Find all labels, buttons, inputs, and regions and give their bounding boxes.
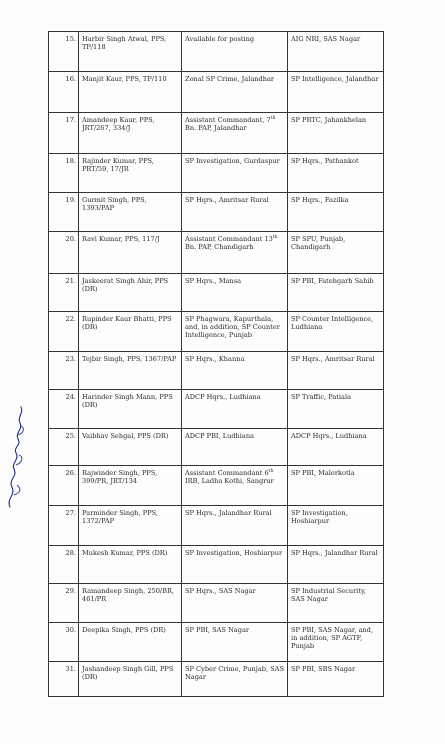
table-row xyxy=(49,274,384,312)
officer-name: Parminder Singh, PPS, 1372/PAP xyxy=(79,506,182,546)
officer-name: Ravi Kumar, PPS, 117/J xyxy=(79,232,182,274)
current-posting: SP Hqrs., Mansa xyxy=(182,274,288,312)
table-row xyxy=(49,32,384,72)
officer-name: Tejbir Singh, PPS, 1367/PAP xyxy=(79,352,182,390)
current-posting: Assistant Commandant 6th IRB, Ladha Kothi, Sangrur xyxy=(182,466,288,506)
new-posting: SP Hqrs., Amritsar Rural xyxy=(288,352,384,390)
current-posting: SP Cyber Crime, Punjab, SAS Nagar xyxy=(182,662,288,697)
new-posting: SP Traffic, Patiala xyxy=(288,390,384,429)
officer-name: Jaskeerat Singh Ahir, PPS (DR) xyxy=(79,274,182,312)
new-posting: ADCP Hqrs., Ludhiana xyxy=(288,429,384,466)
current-posting: SP Hqrs., Khanna xyxy=(182,352,288,390)
row-number: 20. xyxy=(49,232,79,274)
new-posting: SP SPU, Punjab, Chandigarh xyxy=(288,232,384,274)
row-number: 30. xyxy=(49,623,79,662)
officer-name: Ramandeep Singh, 250/BR, 461/PR xyxy=(79,584,182,623)
new-posting: SP Hqrs., Jalandhar Rural xyxy=(288,546,384,584)
table-row xyxy=(49,662,384,697)
officer-name: Deepika Singh, PPS (DR) xyxy=(79,623,182,662)
row-number: 21. xyxy=(49,274,79,312)
current-posting: SP Hqrs., Amritsar Rural xyxy=(182,193,288,232)
row-number: 23. xyxy=(49,352,79,390)
officer-name: Jashandeep Singh Gill, PPS (DR) xyxy=(79,662,182,697)
handwritten-signature xyxy=(2,395,32,515)
current-posting: SP PBI, SAS Nagar xyxy=(182,623,288,662)
officer-name: Mukesh Kumar, PPS (DR) xyxy=(79,546,182,584)
row-number: 25. xyxy=(49,429,79,466)
table-row xyxy=(49,154,384,193)
table-row xyxy=(49,232,384,274)
table-row xyxy=(49,506,384,546)
current-posting: Assistant Commandant, 7th Bn. PAP, Jalandhar xyxy=(182,113,288,154)
row-number: 17. xyxy=(49,113,79,154)
new-posting: SP Hqrs., Fazilka xyxy=(288,193,384,232)
new-posting: SP PBI, Malerkotla xyxy=(288,466,384,506)
table-row xyxy=(49,546,384,584)
row-number: 24. xyxy=(49,390,79,429)
table-row xyxy=(49,429,384,466)
row-number: 15. xyxy=(49,32,79,72)
current-posting: Available for posting xyxy=(182,32,288,72)
table-row xyxy=(49,193,384,232)
new-posting: SP Hqrs., Pathankot xyxy=(288,154,384,193)
current-posting: SP Hqrs., Jalandhar Rural xyxy=(182,506,288,546)
new-posting: SP PBI, SAS Nagar, and, in addition, SP AGTF, Punjab xyxy=(288,623,384,662)
current-posting: SP Hqrs., SAS Nagar xyxy=(182,584,288,623)
officer-name: Rupinder Kaur Bhatti, PPS (DR) xyxy=(79,312,182,352)
table-row xyxy=(49,352,384,390)
row-number: 16. xyxy=(49,72,79,113)
row-number: 31. xyxy=(49,662,79,697)
table-row xyxy=(49,623,384,662)
table-row xyxy=(49,584,384,623)
officer-name: Manjit Kaur, PPS, TP/110 xyxy=(79,72,182,113)
current-posting: ADCP PBI, Ludhiana xyxy=(182,429,288,466)
table-row xyxy=(49,390,384,429)
row-number: 28. xyxy=(49,546,79,584)
new-posting: SP Intelligence, Jalandhar xyxy=(288,72,384,113)
row-number: 19. xyxy=(49,193,79,232)
current-posting: Assistant Commandant 13th Bn. PAP, Chandigarh xyxy=(182,232,288,274)
row-number: 26. xyxy=(49,466,79,506)
row-number: 29. xyxy=(49,584,79,623)
new-posting: SP Investigation, Hoshiarpur xyxy=(288,506,384,546)
officer-name: Rajwinder Singh, PPS, 399/PR, JRT/134 xyxy=(79,466,182,506)
posting-orders-table xyxy=(48,31,384,697)
table-row xyxy=(49,72,384,113)
current-posting: Zonal SP Crime, Jalandhar xyxy=(182,72,288,113)
row-number: 27. xyxy=(49,506,79,546)
officer-name: Gurmit Singh, PPS, 1393/PAP xyxy=(79,193,182,232)
new-posting: SP Counter Intelligence, Ludhiana xyxy=(288,312,384,352)
officer-name: Rajinder Kumar, PPS, PRT/59, 17/JR xyxy=(79,154,182,193)
officer-name: Harbir Singh Atwal, PPS, TP/118 xyxy=(79,32,182,72)
row-number: 22. xyxy=(49,312,79,352)
new-posting: SP PBI, SBS Nagar xyxy=(288,662,384,697)
current-posting: SP Investigation, Hoshiarpur xyxy=(182,546,288,584)
current-posting: ADCP Hqrs., Ludhiana xyxy=(182,390,288,429)
officer-name: Vaibhav Sehgal, PPS (DR) xyxy=(79,429,182,466)
current-posting: SP Phagwara, Kapurthala, and, in addition, SP Counter Intelligence, Punjab xyxy=(182,312,288,352)
new-posting: SP Industrial Security, SAS Nagar xyxy=(288,584,384,623)
new-posting: AIG NRI, SAS Nagar xyxy=(288,32,384,72)
officer-name: Harinder Singh Mann, PPS (DR) xyxy=(79,390,182,429)
table-row xyxy=(49,466,384,506)
new-posting: SP PRTC, Jahankhelan xyxy=(288,113,384,154)
current-posting: SP Investigation, Gurdaspur xyxy=(182,154,288,193)
new-posting: SP PBI, Fatehgarh Sahib xyxy=(288,274,384,312)
officer-name: Amandeep Kaur, PPS, JRT/267, 334/J xyxy=(79,113,182,154)
table-row xyxy=(49,113,384,154)
row-number: 18. xyxy=(49,154,79,193)
table-row xyxy=(49,312,384,352)
